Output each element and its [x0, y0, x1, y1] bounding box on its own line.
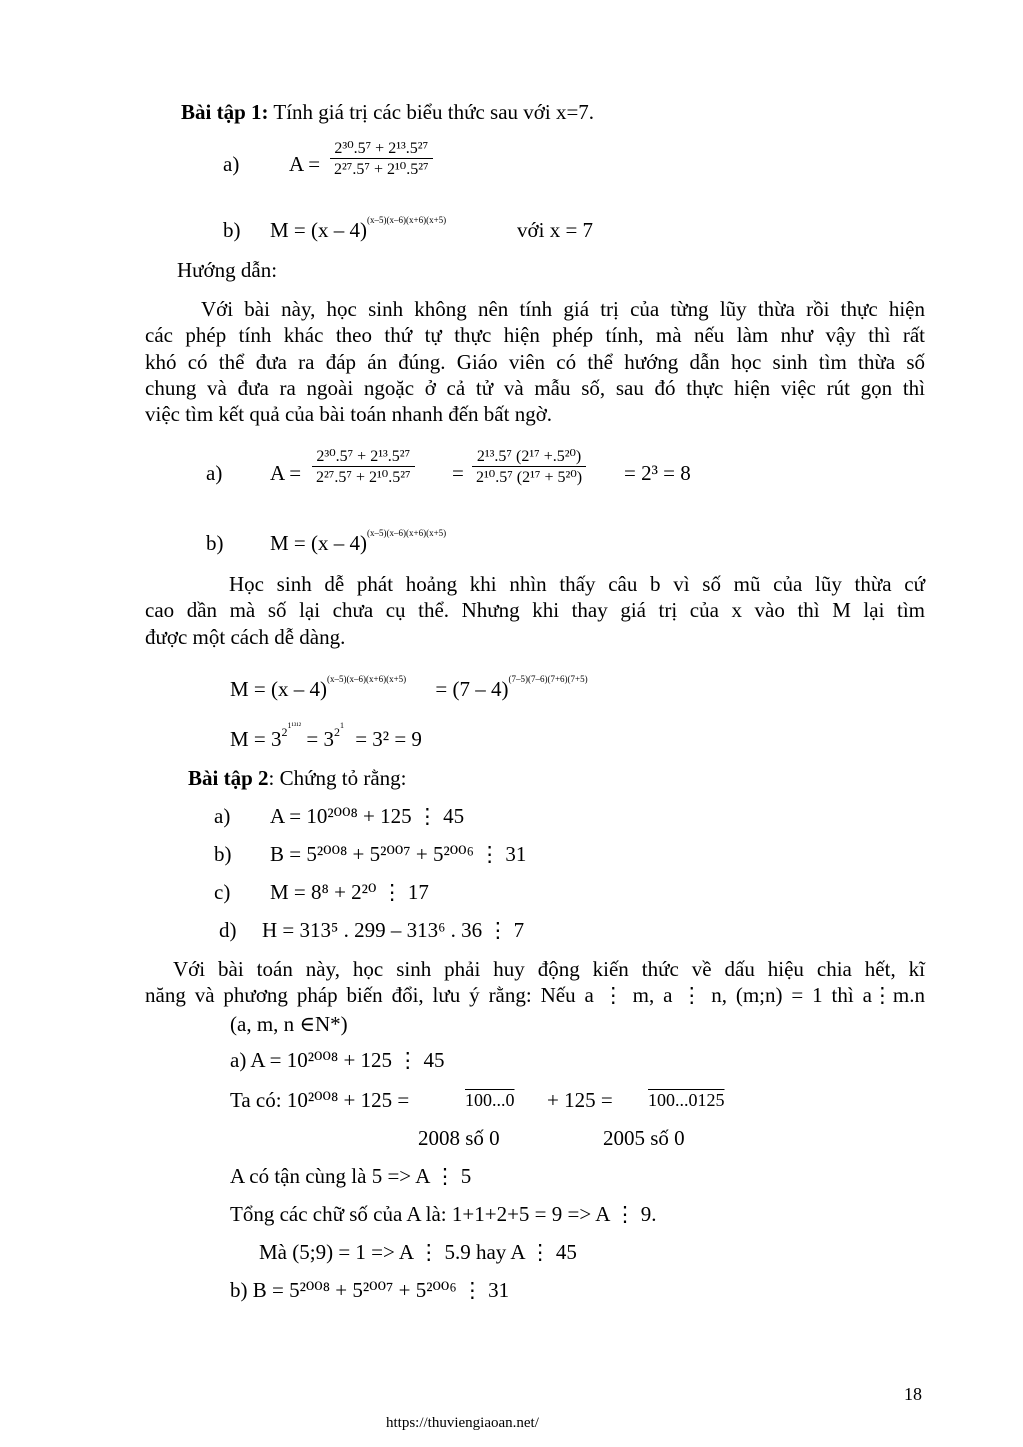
- ex2-plus: + 125 =: [547, 1088, 613, 1112]
- ex2-item-c-label: c): [214, 880, 231, 904]
- guide-p1-line-1: Với bài này, học sinh không nên tính giá trị của từng lũy thừa rồi thực hiện: [201, 297, 925, 321]
- ex1-b-expression: [270, 215, 447, 243]
- ex2-item-d-text: H = 313⁵ . 299 – 313⁶ . 36 ⋮ 7: [262, 918, 525, 942]
- ex2-line-2: Tổng các chữ số của A là: 1+1+2+5 = 9 => A ⋮ 9.: [230, 1202, 657, 1226]
- guide-a-numerator-2: 2¹³.5⁷ (2¹⁷ +.5²⁰): [476, 448, 582, 465]
- guide-m2-lhs: M = 3: [230, 727, 282, 751]
- guide-a-equals: =: [452, 461, 464, 485]
- guide-p1-line-3: khó có thể đưa ra đáp án đúng. Giáo viên có thể hướng dẫn học sinh tìm thừa số: [145, 349, 925, 374]
- guide-b-exponent: (x–5)(x–6)(x+6)(x+5): [367, 528, 447, 538]
- guide-p1-line-2: các phép tính khác theo thứ tự thực hiện phép tính, mà nếu làm như vậy thì rất: [145, 323, 925, 348]
- ex2-p1-line-1: Với bài toán này, học sinh phải huy động kiến thức về dấu hiệu chia hết, kĩ: [173, 957, 925, 981]
- ex2-paragraph: [145, 956, 925, 1009]
- guide-m1-substituted: = (7 – 4): [435, 677, 509, 701]
- guide-a-fraction-2: [472, 446, 586, 487]
- guide-p2-line-1: Học sinh dễ phát hoảng khi nhìn thấy câu b vì số mũ của lũy thừa cứ: [229, 572, 925, 596]
- guide-m1-lhs: M = (x – 4): [230, 677, 328, 701]
- guide-p1-line-5: việc tìm kết quả của bài toán nhanh đến bất ngờ.: [145, 402, 553, 426]
- ex2-p1-line-2: năng và phương pháp biến đổi, lưu ý rằng: Nếu a ⋮ m, a ⋮ n, (m;n) = 1 thì a⋮m.n: [145, 983, 925, 1008]
- ex2-number-2: 100...0125: [648, 1090, 725, 1110]
- ex1-a-label: a): [223, 152, 240, 176]
- guide-m2-exp2b: 1: [339, 721, 344, 730]
- ex2-p1-line-3: (a, m, n ∈N*): [230, 1012, 348, 1036]
- ex2-caption-2: 2005 số 0: [603, 1126, 685, 1150]
- guide-label: Hướng dẫn:: [177, 258, 278, 282]
- guide-b-expression: [270, 528, 447, 556]
- ex2-item-a-text: A = 10²⁰⁰⁸ + 125 ⋮ 45: [270, 804, 465, 828]
- guide-m2-eq1: = 3: [306, 727, 334, 751]
- guide-m2-rest: = 3² = 9: [355, 727, 422, 751]
- ex1-a-lhs: A =: [289, 152, 321, 176]
- ex2-item-d-label: d): [219, 918, 237, 942]
- guide-p1-line-4: chung và đưa ra ngoài ngoặc ở cả tử và mẫu số, sau đó thực hiện việc rút gọn thì: [145, 375, 925, 400]
- ex2-solution-b: b) B = 5²⁰⁰⁸ + 5²⁰⁰⁷ + 5²⁰⁰⁶ ⋮ 31: [230, 1278, 510, 1302]
- ex2-caption-1: 2008 số 0: [418, 1126, 500, 1150]
- footer-url: https://thuviengiaoan.net/: [386, 1415, 539, 1431]
- ex2-line-3: Mà (5;9) = 1 => A ⋮ 5.9 hay A ⋮ 45: [259, 1240, 577, 1264]
- ex2-line-1: A có tận cùng là 5 => A ⋮ 5: [230, 1164, 472, 1188]
- guide-m-line-1: [230, 674, 588, 702]
- guide-b-base: M = (x – 4): [270, 531, 368, 555]
- guide-m2-exp1: 2: [281, 725, 288, 739]
- ex1-a-numerator: 2³⁰.5⁷ + 2¹³.5²⁷: [334, 140, 429, 157]
- exercise-2-prompt: : Chứng tỏ rằng:: [268, 766, 407, 790]
- ex2-item-c-text: M = 8⁸ + 2²⁰ ⋮ 17: [270, 880, 429, 904]
- guide-p2-line-2: cao dần mà số lại chưa cụ thể. Nhưng khi thay giá trị của x vào thì M lại tìm: [145, 598, 925, 623]
- exercise-2-title: [188, 766, 406, 791]
- guide-b-label: b): [206, 531, 224, 555]
- ex2-number-1: 100...0: [465, 1090, 515, 1110]
- ex2-item-b-text: B = 5²⁰⁰⁸ + 5²⁰⁰⁷ + 5²⁰⁰⁶ ⋮ 31: [270, 842, 527, 866]
- ex1-b-base: M = (x – 4): [270, 218, 368, 242]
- exercise-1-label: Bài tập 1:: [181, 100, 269, 124]
- guide-a-result: = 2³ = 8: [624, 461, 691, 485]
- guide-m1-exponent: (x–5)(x–6)(x+6)(x+5): [327, 674, 407, 684]
- guide-a-label: a): [206, 461, 223, 485]
- guide-a-denominator-1: 2²⁷.5⁷ + 2¹⁰.5²⁷: [312, 466, 415, 487]
- ex2-solution-a: a) A = 10²⁰⁰⁸ + 125 ⋮ 45: [230, 1048, 445, 1072]
- ex2-taco: Ta có: 10²⁰⁰⁸ + 125 =: [230, 1088, 410, 1112]
- guide-m-line-2: [230, 721, 422, 752]
- page-number: 18: [904, 1384, 922, 1404]
- guide-m2-exp2: 2: [333, 725, 340, 739]
- ex2-item-b-label: b): [214, 842, 232, 866]
- exercise-1-prompt: Tính giá trị các biểu thức sau với x=7.: [268, 100, 595, 124]
- guide-p2-line-3: được một cách dễ dàng.: [145, 624, 346, 649]
- guide-m1-exponent-2: (7–5)(7–6)(7+6)(7+5): [508, 674, 588, 684]
- ex2-item-a-label: a): [214, 804, 231, 828]
- guide-a-fraction-1: [312, 446, 415, 487]
- guide-a-denominator-2: 2¹⁰.5⁷ (2¹⁷ + 5²⁰): [472, 466, 586, 487]
- guide-paragraph-1: [145, 296, 925, 427]
- guide-m2-exp1b: 1¹³¹²: [287, 721, 302, 730]
- guide-a-numerator-1: 2³⁰.5⁷ + 2¹³.5²⁷: [316, 448, 411, 465]
- exercise-2-label: Bài tập 2: [188, 766, 269, 790]
- guide-paragraph-2: [145, 571, 925, 650]
- ex1-a-fraction: [330, 138, 433, 179]
- ex1-b-label: b): [223, 218, 241, 242]
- ex1-b-exponent: (x–5)(x–6)(x+6)(x+5): [367, 215, 447, 225]
- ex1-b-note: với x = 7: [517, 218, 594, 242]
- exercise-1-title: [181, 100, 594, 125]
- guide-a-lhs: A =: [270, 461, 302, 485]
- ex1-a-denominator: 2²⁷.5⁷ + 2¹⁰.5²⁷: [330, 158, 433, 179]
